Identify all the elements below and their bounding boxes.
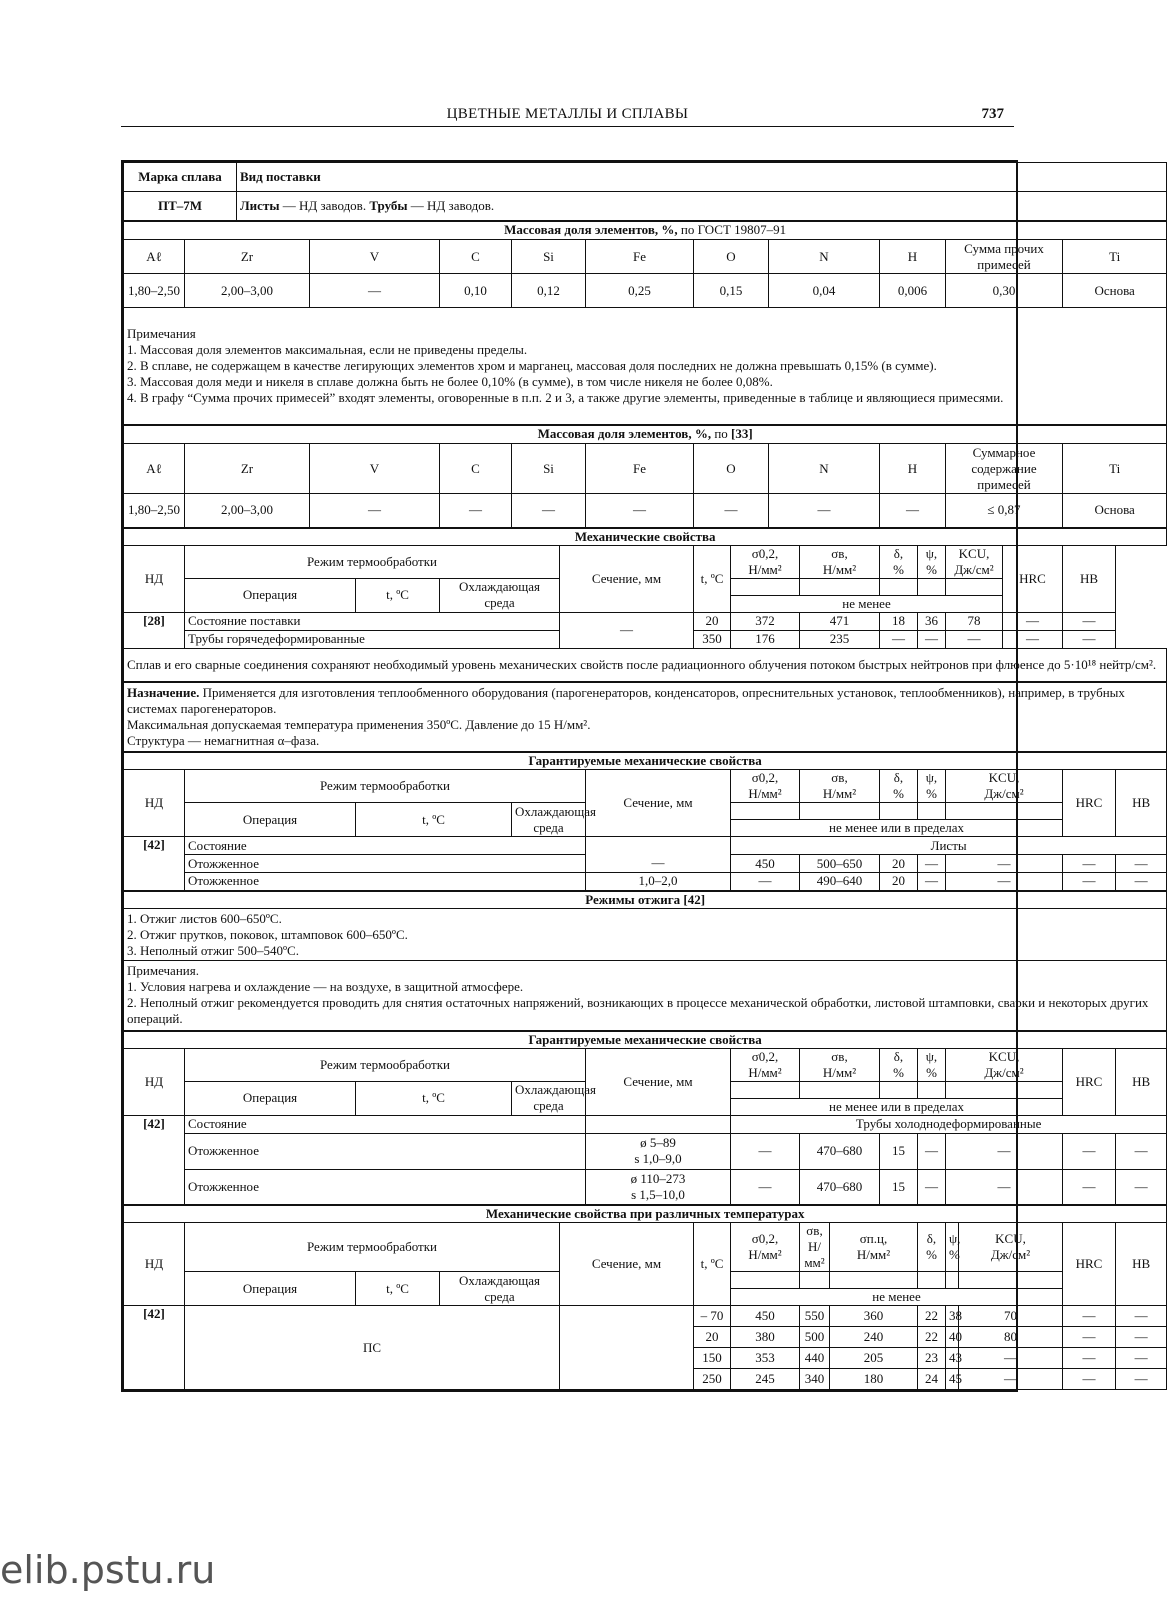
annealing-notes: Примечания. 1. Условия нагрева и охлаждение — на воздухе, в защитной атмосфере. 2. Неполный отжиг рекомендуется проводить для снятия остаточных напряжений, возникающих в процессе механической обработки, листовой штамповки, сварки и некоторых других операций. [124,961,1167,1031]
element-header: C [440,240,512,274]
element-value: 0,006 [880,274,946,308]
watermark: elib.pstu.ru [0,1548,216,1592]
grade-value: ПТ–7М [124,192,237,221]
element-value: — [310,274,440,308]
element-header: N [769,240,880,274]
grade-label: Марка сплава [124,163,237,192]
element-value: 0,15 [694,274,769,308]
annealing-modes: 1. Отжиг листов 600–650ºС. 2. Отжиг прутков, поковок, штамповок 600–650ºС. 3. Неполный отжиг 500–540ºС. [124,909,1167,961]
guar2-row: Отожженное ø 5–89 s 1,0–9,0 — 470–680 15 — — — — [124,1133,1167,1169]
supply-label: Вид поставки [237,163,1167,192]
composition-gost-values-row [124,274,1167,308]
element-value: 0,10 [440,274,512,308]
running-header [121,104,1014,127]
composition-gost-title: Массовая доля элементов, %, по ГОСТ 19807–91 [124,221,1167,240]
guar1-row: Отожженное 1,0–2,0 — 490–640 20 — — — — [124,873,1167,891]
mech-temp-row: 20 380 500 240 22 40 80 — — [124,1327,1167,1348]
element-header: H [880,240,946,274]
mech-temp-row: 150 353 440 205 23 43 — — — [124,1348,1167,1369]
page-number: 737 [981,106,1004,122]
element-value: 0,04 [769,274,880,308]
guar1-title: Гарантируемые механические свойства [124,752,1167,770]
element-header: Zr [185,240,310,274]
mech-row: [28] Состояние поставки — 20 372 471 18 36 78 — — [124,612,1167,630]
element-header: V [310,240,440,274]
element-value: 1,80–2,50 [124,274,185,308]
datasheet-table: Марка сплава Вид поставки ПТ–7М Листы — НД заводов. Трубы — НД заводов. Массовая доля элементов, %, по ГОСТ 19807–91 Aℓ Zr V C Si Fe O N H Сумма прочих примесей Ti 1,80–2,50 2,00–3,00 — 0,10 0,12 0,25 0,15 0,04 0,006 0,30 Основа Примечания 1. Массовая доля элементов максимальная, если не приведены пределы. 2. В сплаве, не содержащем в качестве легирующих элементов хром и марганец, массовая доля последних не должна превышать 0,15% (в сумме). 3. Массовая доля меди и никеля в сплаве должна быть не более 0,10% (в сумме), в том числе никеля не более 0,08%. 4. В графу “Сумма прочих примесей” входят элементы, оговоренные в п.п. 2 и 3, а также другие элементы, приведенные в таблице и являющиеся примесями. Массовая доля элементов, %, по [33] Aℓ Zr V C Si Fe O N H Суммарное содержание примесей Ti 1,80–2,50 2,00–3,00 — — — — — — — ≤ 0,87 Основа Механические свойства НД Режим термообработки Сечение, мм t, ºC σ0,2, Н/мм² σв, Н/мм² δ, % ψ, % KCU, Дж/см² HRC HB Операция t, ºC Охлаждающая среда не менее [28] Состояние поставки — 20 372 471 18 36 78 — — Трубы горячедеформированные 350 176 235 — — — — — Сплав и его сварные соединения сохраняют необходимый уровень механических свойств после радиационного облучения потоком быстрых нейтронов при флюенсе до 5·10¹⁸ нейтр/см². Назначение. Применяется для изготовления теплообменного оборудования (парогенераторов, конденсаторов, опреснительных установок, теплообменников), например, в трубных системах парогенераторов. Максимальная допускаемая температура применения 350ºС. Давление до 15 Н/мм². Структура — немагнитная α–фаза. Гарантируемые механические свойства НД Режим термообработки Сечение, мм σ0,2, Н/мм² σв, Н/мм² δ, % ψ, % KCU, Дж/см² HRC HB Операция t, ºC Охлаждающая среда не менее или в пределах [42] Состояние Листы Отожженное — 450 500–650 20 — — — — Отожженное 1,0–2,0 — 490–640 20 — — — — Режимы отжига [42] 1. Отжиг листов 600–650ºС. 2. Отжиг прутков, поковок, штамповок 600–650ºС. 3. Неполный отжиг 500–540ºС. Примечания. 1. Условия нагрева и охлаждение — на воздухе, в защитной атмосфере. 2. Неполный отжиг рекомендуется проводить для снятия остаточных напряжений, возникающих в процессе механической обработки, листовой штамповки, сварки и некоторых других операций. Гарантируемые механические свойства НД Режим термообработки Сечение, мм σ0,2, Н/мм² σв, Н/мм² δ, % ψ, % KCU, Дж/см² HRC HB Операция t, ºC Охлаждающая среда не менее или в пределах [42] Состояние Трубы холоднодеформированные Отожженное ø 5–89 s 1,0–9,0 — 470–680 15 — — — — Отожженное ø 110–273 s 1,5–10,0 — 470–680 15 — — — — Механические свойства при различных температурах НД Режим термообработки Сечение, мм t, ºC σ0,2, Н/мм² σв, Н/мм² σп.ц, Н/мм² δ, % ψ, % KCU, Дж/см² HRC HB Операция t, ºC Охлаждающая среда не менее [42] ПС – 70 450 550 360 22 38 70 — — 20 380 500 240 22 40 80 — — 150 353 440 205 23 43 — — — 250 245 340 180 24 45 — — — [123,162,1167,1390]
element-header: Fe [586,240,694,274]
element-value: 0,25 [586,274,694,308]
composition-ref-header-row: Aℓ Zr V C Si Fe O N H Суммарное содержание примесей Ti [124,444,1167,494]
element-header: Ti [1063,240,1167,274]
element-header: Сумма прочих примесей [946,240,1063,274]
alloy-datasheet [121,160,1157,1392]
composition-gost-header-row [124,240,1167,274]
mech-temp-title: Механические свойства при различных температурах [124,1205,1167,1223]
guar2-title: Гарантируемые механические свойства [124,1031,1167,1049]
element-header: Si [512,240,586,274]
supply-value: Листы — НД заводов. Трубы — НД заводов. [237,192,1167,221]
element-value: Основа [1063,274,1167,308]
mech-temp-row: 250 245 340 180 24 45 — — — [124,1369,1167,1390]
element-value: 2,00–3,00 [185,274,310,308]
annealing-title: Режимы отжига [42] [124,891,1167,909]
composition-ref-values-row: 1,80–2,50 2,00–3,00 — — — — — — — ≤ 0,87 Основа [124,494,1167,528]
radiation-note: Сплав и его сварные соединения сохраняют необходимый уровень механических свойств после радиационного облучения потоком быстрых нейтронов при флюенсе до 5·10¹⁸ нейтр/см². [124,648,1167,682]
composition-notes: Примечания 1. Массовая доля элементов максимальная, если не приведены пределы. 2. В сплаве, не содержащем в качестве легирующих элементов хром и марганец, массовая доля последних не должна превышать 0,15% (в сумме). 3. Массовая доля меди и никеля в сплаве должна быть не более 0,10% (в сумме), в том числе никеля не более 0,08%. 4. В графу “Сумма прочих примесей” входят элементы, оговоренные в п.п. 2 и 3, а также другие элементы, приведенные в таблице и являющиеся примесями. [124,308,1167,425]
guar1-row: Отожженное — 450 500–650 20 — — — — [124,855,1167,873]
header-title: ЦВЕТНЫЕ МЕТАЛЛЫ И СПЛАВЫ [446,106,689,122]
composition-ref-title: Массовая доля элементов, %, по [33] [124,425,1167,444]
element-value: 0,30 [946,274,1063,308]
element-header: Aℓ [124,240,185,274]
guar2-row: Отожженное ø 110–273 s 1,5–10,0 — 470–680 15 — — — — [124,1169,1167,1205]
element-header: O [694,240,769,274]
purpose: Назначение. Применяется для изготовления теплообменного оборудования (парогенераторов, конденсаторов, опреснительных установок, теплообменников), например, в трубных системах парогенераторов. Максимальная допускаемая температура применения 350ºС. Давление до 15 Н/мм². Структура — немагнитная α–фаза. [124,682,1167,752]
mech-title: Механические свойства [124,528,1167,546]
mech-temp-row: [42] ПС – 70 450 550 360 22 38 70 — — [124,1306,1167,1327]
mech-row: Трубы горячедеформированные 350 176 235 — — — — — [124,630,1167,648]
element-value: 0,12 [512,274,586,308]
